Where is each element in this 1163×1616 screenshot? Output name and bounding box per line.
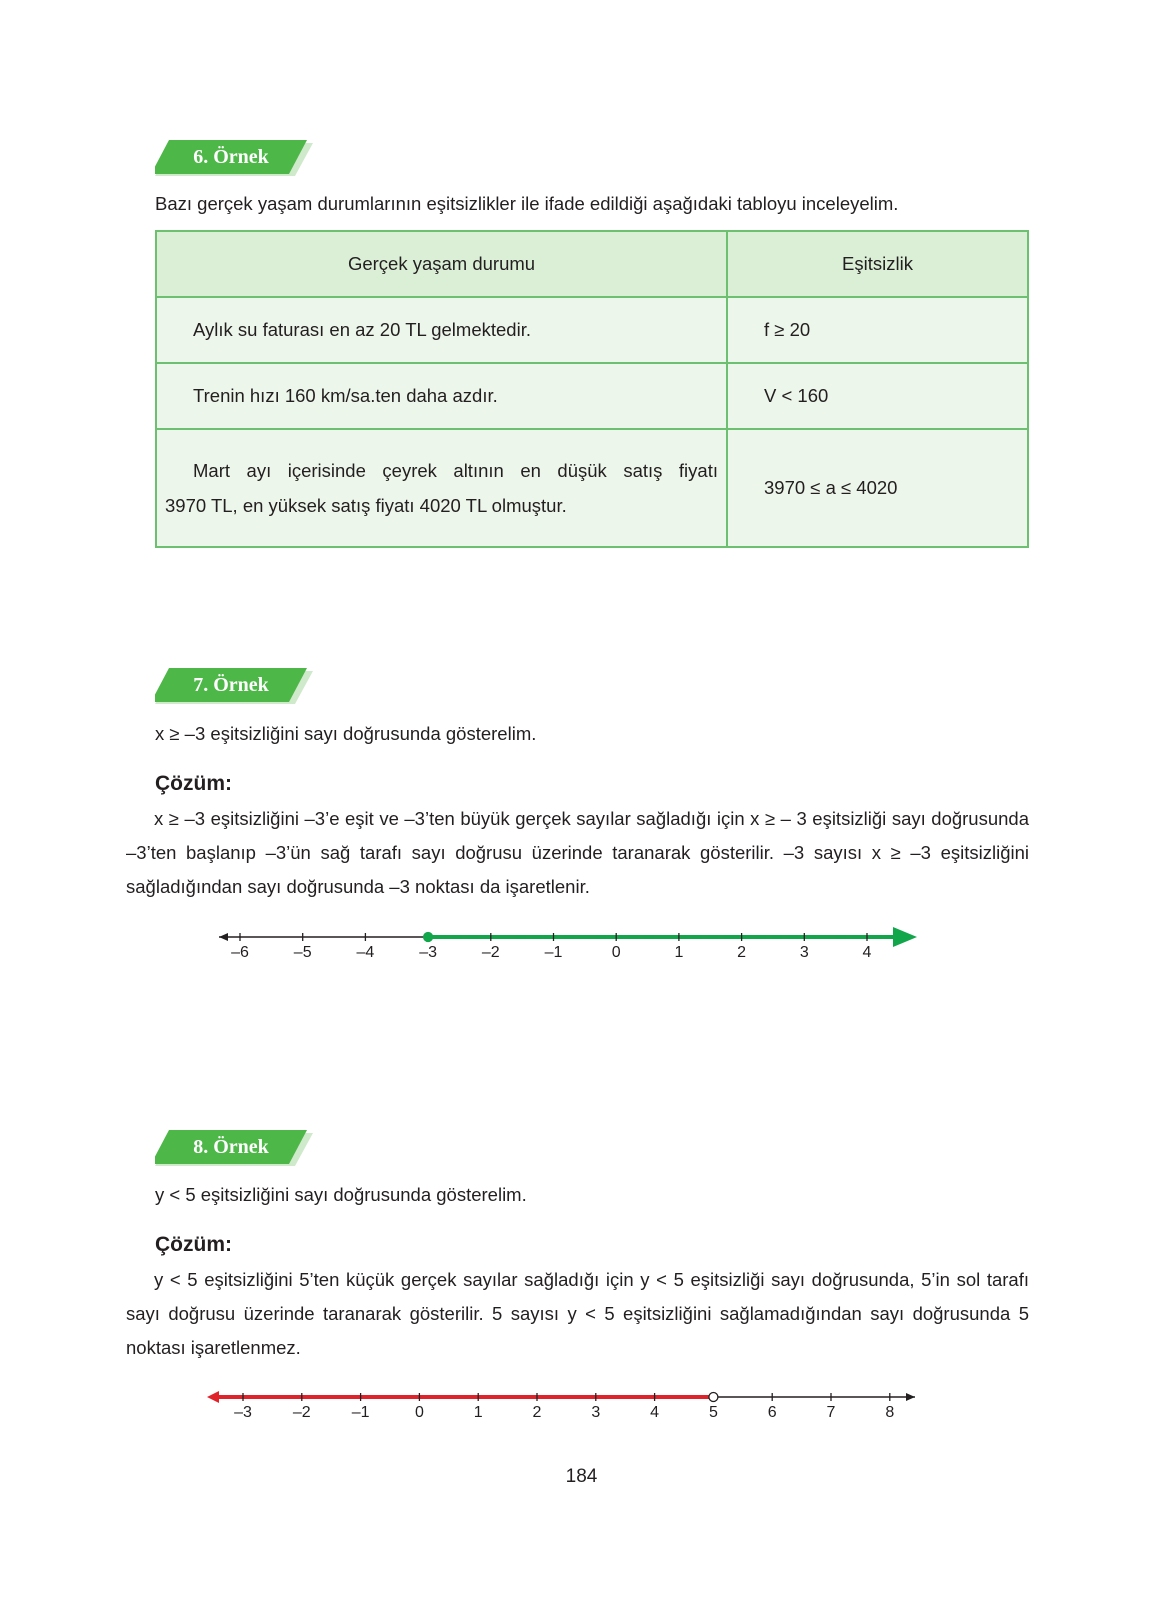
example-7-solution-label: Çözüm:: [155, 772, 232, 795]
situation-line-2: 3970 TL, en yüksek satış fiyatı 4020 TL olmuştur.: [165, 495, 567, 516]
example-6-title: 6. Örnek: [193, 146, 269, 168]
tick-label: 1: [473, 1404, 483, 1421]
table-row: [156, 363, 1028, 429]
tick-label: –2: [292, 1404, 311, 1421]
tick-label: 0: [414, 1404, 424, 1421]
tick-label: 3: [591, 1404, 601, 1421]
tick-label: –3: [419, 944, 437, 961]
table-row: [156, 429, 1028, 547]
example-7-badge: [155, 668, 315, 706]
inequality-cell: 3970 ≤ a ≤ 4020: [727, 429, 1028, 547]
number-line-y-lt-5: [205, 1385, 965, 1445]
example-8-solution-text: y < 5 eşitsizliğini 5’ten küçük gerçek sayılar sağladığı için y < 5 eşitsizliği sayı doğrusunda, 5’in sol tarafı sayı doğrusu üzerinde taranarak gösterilir. 5 sayısı y < 5 eşitsizliğini sağlamadığından sayı doğrusunda 5 noktası işaretlenmez.: [126, 1269, 1029, 1358]
open-point: [709, 1393, 718, 1402]
situation-line-1: Mart ayı içerisinde çeyrek altının en düşük satış fiyatı: [193, 460, 718, 481]
tick-label: 4: [862, 944, 872, 961]
axis-arrow-left-icon: [219, 933, 228, 941]
closed-point: [424, 933, 433, 942]
example-7-title: 7. Örnek: [193, 674, 269, 696]
example-7-solution-text: x ≥ –3 eşitsizliğini –3’e eşit ve –3’ten büyük gerçek sayılar sağladığı için x ≥ – 3 eşitsizliği sayı doğrusunda –3’ten başlanıp –3’ün sağ tarafı sayı doğrusu üzerinde taranarak gösterilir. –3 sayısı x ≥ –3 eşitsizliğini sağladığından sayı doğrusunda –3 noktası da işaretlenir.: [126, 808, 1029, 897]
example-8-title: 8. Örnek: [193, 1136, 269, 1158]
tick-label: 4: [650, 1404, 660, 1421]
number-line-x-ge-minus-3: [215, 925, 975, 985]
shaded-arrow-right-icon: [893, 927, 917, 947]
tick-label: –1: [544, 944, 563, 961]
example-8-solution: [126, 1263, 1029, 1365]
example-8-badge: [155, 1130, 315, 1168]
tick-label: 2: [737, 944, 747, 961]
situation-cell: [156, 429, 727, 547]
table-row: [156, 297, 1028, 363]
tick-label: –4: [356, 944, 375, 961]
example-7-solution: [126, 802, 1029, 904]
situation-cell: Aylık su faturası en az 20 TL gelmektedir.: [156, 297, 727, 363]
tick-label: –3: [234, 1404, 252, 1421]
tick-label: –5: [293, 944, 312, 961]
example-8-solution-label: Çözüm:: [155, 1233, 232, 1256]
tick-label: –1: [351, 1404, 370, 1421]
page-number: 184: [565, 1466, 598, 1487]
example-6-intro: Bazı gerçek yaşam durumlarının eşitsizlikler ile ifade edildiği aşağıdaki tabloyu inceleyelim.: [155, 193, 899, 214]
tick-label: 2: [532, 1404, 542, 1421]
tick-label: 6: [767, 1404, 777, 1421]
tick-label: 5: [708, 1404, 718, 1421]
example-7-prompt: x ≥ –3 eşitsizliğini sayı doğrusunda gösterelim.: [155, 723, 537, 744]
inequality-cell: V < 160: [727, 363, 1028, 429]
real-life-inequality-table: [155, 230, 1029, 548]
tick-label: 7: [826, 1404, 836, 1421]
tick-label: 0: [611, 944, 621, 961]
example-6-badge: [155, 140, 315, 178]
situation-cell: Trenin hızı 160 km/sa.ten daha azdır.: [156, 363, 727, 429]
example-8-prompt: y < 5 eşitsizliğini sayı doğrusunda gösterelim.: [155, 1184, 527, 1205]
header-situation: Gerçek yaşam durumu: [156, 231, 727, 297]
tick-label: –6: [231, 944, 249, 961]
shaded-arrow-left-icon: [207, 1391, 219, 1403]
axis-arrow-right-icon: [906, 1393, 915, 1401]
tick-label: 3: [799, 944, 809, 961]
tick-label: 1: [674, 944, 684, 961]
inequality-cell: f ≥ 20: [727, 297, 1028, 363]
table-header-row: [156, 231, 1028, 297]
tick-label: –2: [481, 944, 500, 961]
header-inequality: Eşitsizlik: [727, 231, 1028, 297]
tick-label: 8: [885, 1404, 895, 1421]
